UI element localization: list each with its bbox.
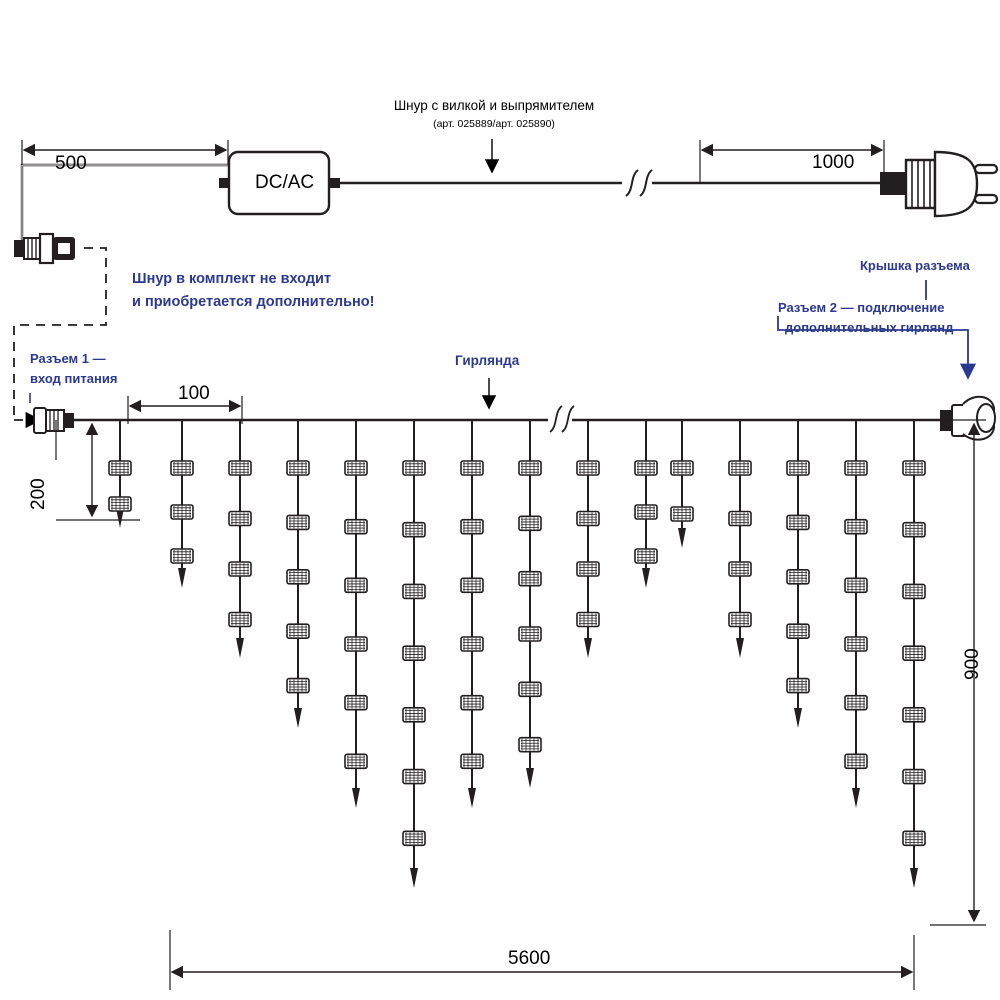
cord-note-title: Шнур с вилкой и выпрямителем (393, 98, 595, 113)
led-bulb (787, 461, 809, 475)
led-bulb (787, 570, 809, 584)
strand-tip (236, 638, 244, 658)
led-bulb (461, 520, 483, 534)
led-bulb (577, 461, 599, 475)
led-bulb (461, 696, 483, 710)
led-bulb (577, 613, 599, 627)
adapter-label: DC/AC (255, 172, 315, 193)
led-bulb (345, 520, 367, 534)
led-bulb (787, 515, 809, 529)
led-bulb (845, 696, 867, 710)
led-bulb (287, 624, 309, 638)
strand-tip (526, 768, 534, 788)
dimension-100: 100 (178, 383, 210, 404)
led-bulb (229, 562, 251, 576)
led-bulb (903, 646, 925, 660)
cord-not-included-line2: и приобретается дополнительно! (132, 294, 375, 310)
cord-not-included-line1: Шнур в комплект не входит (132, 271, 332, 287)
led-bulb (403, 831, 425, 845)
dc-connector-icon (14, 234, 75, 263)
led-bulb (845, 754, 867, 768)
led-bulb (845, 520, 867, 534)
led-bulb (519, 516, 541, 530)
led-bulb (845, 578, 867, 592)
led-bulb (635, 461, 657, 475)
garland-connector-2-icon (940, 397, 995, 440)
connector-1-label-line1: Разъем 1 — (30, 351, 106, 366)
led-bulb (461, 461, 483, 475)
led-bulb (519, 572, 541, 586)
led-bulb (461, 578, 483, 592)
strand-tip (794, 708, 802, 728)
led-bulb (109, 461, 131, 475)
led-bulb (845, 637, 867, 651)
led-bulb (229, 613, 251, 627)
led-bulb (577, 512, 599, 526)
garland-connector-1-icon (34, 408, 74, 433)
led-bulb (519, 627, 541, 641)
led-bulb (403, 461, 425, 475)
led-bulb (787, 679, 809, 693)
strand-tip (852, 788, 860, 808)
led-bulb (403, 708, 425, 722)
connector-2-label-line2: дополнительных гирлянд (785, 320, 954, 335)
led-bulb (229, 512, 251, 526)
strand-tip (178, 568, 186, 588)
led-bulb (461, 754, 483, 768)
led-bulb (519, 738, 541, 752)
strand-tip (468, 788, 476, 808)
dimension-1000: 1000 (812, 152, 855, 173)
led-bulb (903, 523, 925, 537)
led-bulb (577, 562, 599, 576)
led-bulb (403, 584, 425, 598)
strand-tip (294, 708, 302, 728)
dim-1000 (700, 140, 884, 183)
led-bulb (787, 624, 809, 638)
led-bulb (345, 696, 367, 710)
strand-tip (678, 528, 686, 548)
led-bulb (345, 578, 367, 592)
led-bulb (287, 461, 309, 475)
connector-1-label-line2: вход питания (30, 371, 118, 386)
strand-tip (584, 638, 592, 658)
dimension-900: 900 (962, 648, 983, 680)
led-bulb (403, 770, 425, 784)
led-bulb (109, 497, 131, 511)
led-bulb (345, 754, 367, 768)
dimension-500: 500 (55, 153, 87, 174)
mains-plug-icon (880, 152, 997, 216)
led-bulb (903, 461, 925, 475)
dim-500 (22, 140, 228, 165)
led-bulb (729, 613, 751, 627)
strand-tip (736, 638, 744, 658)
led-bulb (345, 461, 367, 475)
led-bulb (671, 507, 693, 521)
led-bulb (845, 461, 867, 475)
led-bulb (287, 679, 309, 693)
led-bulb (903, 831, 925, 845)
led-bulb (519, 461, 541, 475)
led-bulb (171, 461, 193, 475)
led-bulb (635, 505, 657, 519)
led-bulb (519, 682, 541, 696)
led-bulb (903, 770, 925, 784)
strand-tip (642, 568, 650, 588)
connector-2-label-line1: Разъем 2 — подключение (778, 300, 945, 315)
cord-note-subtitle: (арт. 025889/арт. 025890) (433, 118, 555, 130)
led-bulb (903, 708, 925, 722)
led-bulb (461, 637, 483, 651)
led-bulb (403, 646, 425, 660)
strand-tip (910, 868, 918, 888)
led-bulb (729, 562, 751, 576)
strand-tip (352, 788, 360, 808)
led-bulb (635, 549, 657, 563)
dimension-5600: 5600 (508, 948, 551, 969)
led-bulb (171, 549, 193, 563)
led-bulb (903, 584, 925, 598)
led-bulb (287, 515, 309, 529)
strand-tip (410, 868, 418, 888)
cap-label: Крышка разъема (860, 258, 970, 273)
led-bulb (403, 523, 425, 537)
led-bulb (729, 512, 751, 526)
garland-label: Гирлянда (455, 353, 520, 368)
dimension-200: 200 (28, 478, 49, 510)
led-bulb (729, 461, 751, 475)
led-bulb (671, 461, 693, 475)
led-bulb (229, 461, 251, 475)
led-bulb (287, 570, 309, 584)
led-bulb (345, 637, 367, 651)
led-bulb (171, 505, 193, 519)
